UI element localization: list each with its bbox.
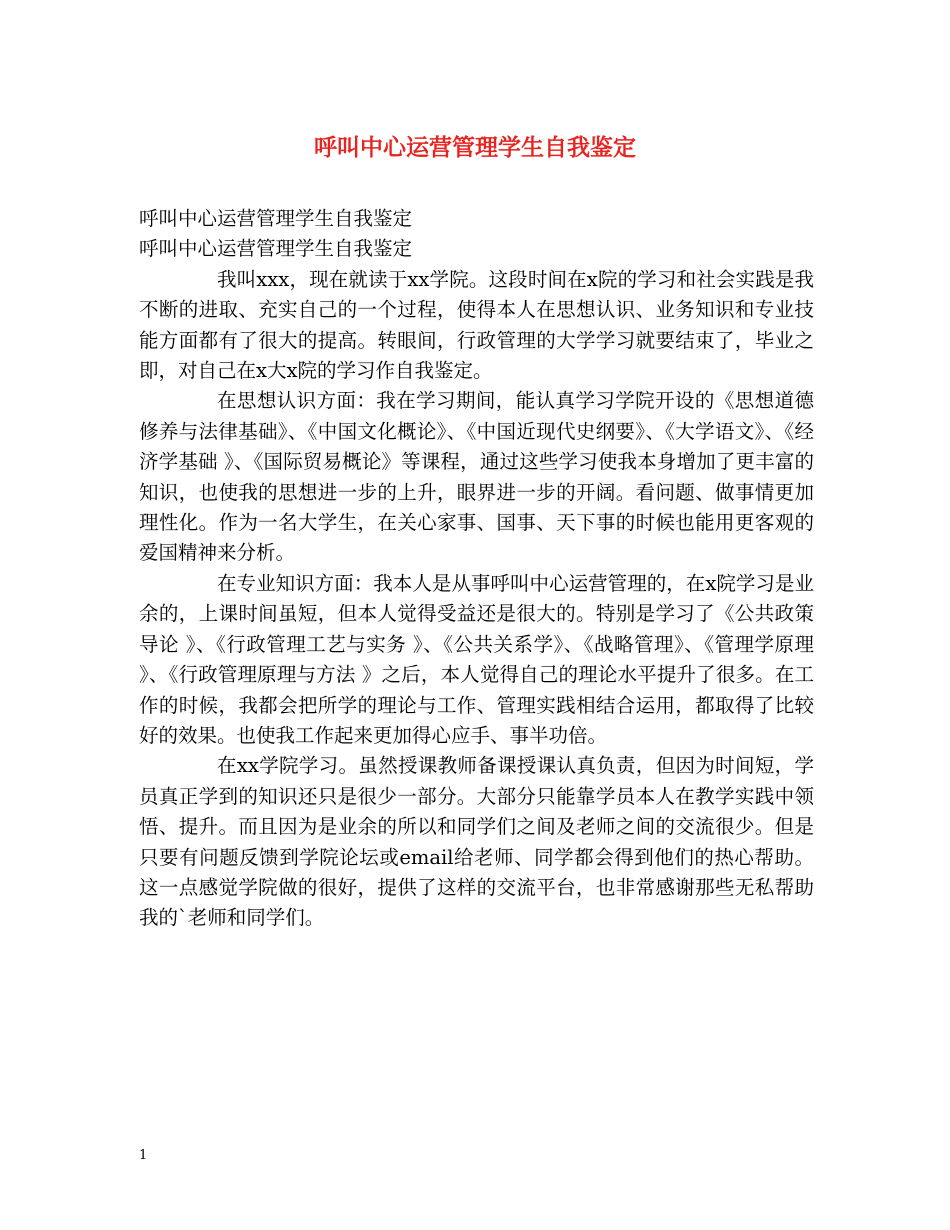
paragraph-intro: 我叫xxx，现在就读于xx学院。这段时间在x院的学习和社会实践是我不断的进取、充实自己的一个过程，使得本人在思想认识、业务知识和专业技能方面都有了很大的提高。转眼间，行政管理的大学学习就要结束了，毕业之即，对自己在x大x院的学习作自我鉴定。 xyxy=(139,267,814,383)
paragraph-professional: 在专业知识方面：我本人是从事呼叫中心运营管理的，在x院学习是业余的，上课时间虽短，但本人觉得受益还是很大的。特别是学习了《公共政策导论 》、《行政管理工艺与实务 》、《公共关系学》、《战略管理》、《管理学原理 》、《行政管理原理与方法 》之后，本人觉得自己的理论水平提升了很多。在工作的时候，我都会把所学的理论与工作、管理实践相结合运用，都取得了比较好的效果。也使我工作起来更加得心应手、事半功倍。 xyxy=(139,571,814,747)
page-number: 1 xyxy=(139,1148,148,1163)
subtitle-line: 呼叫中心运营管理学生自我鉴定 xyxy=(139,207,413,230)
paragraph-thought: 在思想认识方面：我在学习期间，能认真学习学院开设的《思想道德修养与法律基础》、《中国文化概论》、《中国近现代史纲要》、《大学语文》、《经济学基础 》、《国际贸易概论》等课程，通过这些学习使我本身增加了更丰富的知识，也使我的思想进一步的上升，眼界进一步的开阔。看问题、做事情更加理性化。作为一名大学生，在关心家事、国事、天下事的时候也能用更客观的爱国精神来分析。 xyxy=(139,389,814,565)
page-title: 呼叫中心运营管理学生自我鉴定 xyxy=(314,134,636,161)
paragraph-study: 在xx学院学习。虽然授课教师备课授课认真负责，但因为时间短，学员真正学到的知识还只是很少一部分。大部分只能靠学员本人在教学实践中领悟、提升。而且因为是业余的所以和同学们之间及老师之间的交流很少。但是只要有问题反馈到学院论坛或email给老师、同学都会得到他们的热心帮助。这一点感觉学院做的很好，提供了这样的交流平台，也非常感谢那些无私帮助我的`老师和同学们。 xyxy=(139,754,814,930)
document-body xyxy=(139,204,814,934)
subtitle-line: 呼叫中心运营管理学生自我鉴定 xyxy=(139,237,413,261)
